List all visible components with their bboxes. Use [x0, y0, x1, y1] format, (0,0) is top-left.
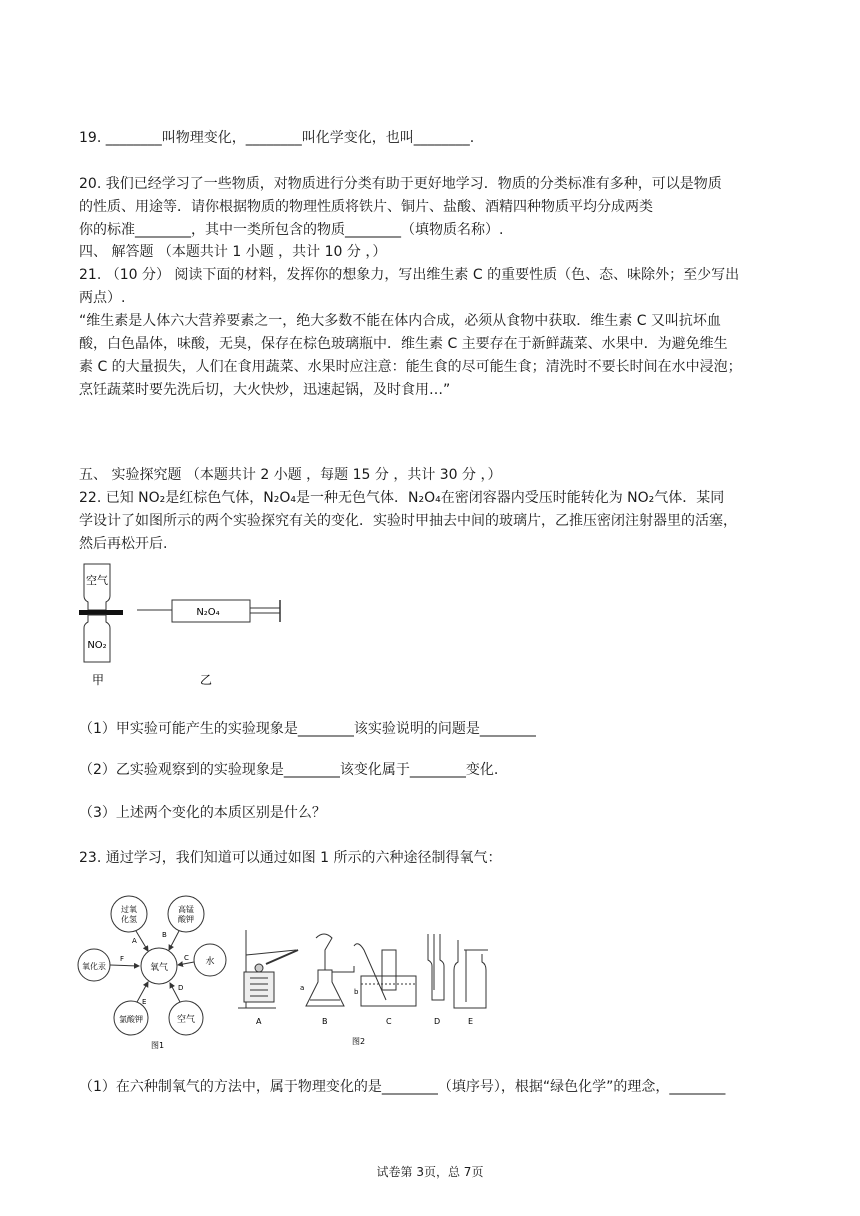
jar-top-label: 空气: [86, 574, 108, 587]
fig2-side-a: a: [300, 984, 305, 992]
q21-line3: “维生素是人体六大营养要素之一，绝大多数不能在体内合成，必须从食物中获取．维生素 C 又叫抗坏血: [79, 313, 721, 329]
apparatus-a: [238, 930, 298, 1008]
q22-line3: 然后再松开后.: [79, 536, 168, 552]
jar-top: [84, 564, 110, 610]
q23-line1: 23. 通过学习，我们知道可以通过如图 1 所示的六种途径制得氧气：: [79, 850, 502, 866]
jar-bottom: [84, 615, 110, 662]
fig1-node-hgo: 氧化汞: [82, 962, 106, 971]
fig1-node-air: 空气: [176, 1015, 196, 1025]
q20-line2: 的性质、用途等．请你根据物质的物理性质将铁片、铜片、盐酸、酒精四种物质平均分成两类: [79, 199, 653, 215]
q23-figure2: [236, 920, 496, 1050]
q21-line2: 两点）.: [79, 290, 126, 306]
apparatus-b: [306, 934, 354, 1006]
q22-sub2: （2）乙实验观察到的实验现象是________该变化属于________变化.: [79, 762, 499, 778]
q22-figure: [76, 560, 306, 690]
caption-yi: 乙: [199, 673, 213, 687]
fig2-label-b: B: [322, 1017, 328, 1026]
syringe: [137, 600, 280, 622]
fig2-label-a: A: [256, 1017, 262, 1026]
fig1-caption: 图1: [151, 1041, 165, 1050]
q21-line4: 酸，白色晶体，味酸，无臭，保存在棕色玻璃瓶中．维生素 C 主要存在于新鲜蔬菜、水果中．为避免维生: [79, 336, 728, 352]
fig1-center: 氧气: [149, 963, 169, 973]
syringe-label: N₂O₄: [196, 607, 220, 618]
jar-bottom-label: NO₂: [87, 640, 107, 651]
page-footer: 试卷第 3页，总 7页: [376, 1165, 484, 1179]
q21-line6: 烹饪蔬菜时要先洗后切，大火快炒，迅速起锅，及时食用…”: [79, 382, 451, 398]
fig1-node-kmno4-b: 酸钾: [178, 915, 194, 924]
q22-sub1: （1）甲实验可能产生的实验现象是________该实验说明的问题是________: [79, 721, 536, 737]
fig1-node-h2o2-b: 化氢: [121, 915, 137, 924]
section4-heading: 四、 解答题 （本题共计 1 小题 ，共计 10 分 ，）: [79, 244, 387, 260]
q22-line2: 学设计了如图所示的两个实验探究有关的变化．实验时甲抽去中间的玻璃片，乙推压密闭注射器里的活塞，: [79, 513, 737, 529]
q20-line3: 你的标准________，其中一类所包含的物质________（填物质名称）.: [79, 222, 504, 238]
q22-sub3: （3）上述两个变化的本质区别是什么？: [79, 805, 326, 821]
fig1-node-water: 水: [205, 957, 215, 967]
q20-line1: 20. 我们已经学习了一些物质，对物质进行分类有助于更好地学习．物质的分类标准有多种，可以是物质: [79, 176, 722, 192]
q19-text: 19. ________叫物理变化，________叫化学变化，也叫________.: [79, 130, 475, 146]
apparatus-c: [354, 944, 416, 1006]
apparatus-d: [428, 934, 444, 1000]
q21-line5: 素 C 的大量损失，人们在食用蔬菜、水果时应注意：能生食的尽可能生食；清洗时不要长时间在水中浸泡；: [79, 359, 742, 375]
section5-heading: 五、 实验探究题 （本题共计 2 小题 ，每题 15 分 ，共计 30 分 ，）: [79, 467, 502, 483]
fig1-arrow-c: C: [184, 954, 189, 962]
apparatus-e: [454, 940, 488, 1008]
fig1-arrow-e: E: [142, 998, 147, 1006]
fig1-node-h2o2: 过氧: [121, 905, 137, 914]
fig1-arrow-d: D: [178, 984, 184, 992]
q23-figure1: [76, 888, 246, 1053]
q21-line1: 21. （10 分） 阅读下面的材料，发挥你的想象力，写出维生素 C 的重要性质（色、态、味除外；至少写出: [79, 267, 740, 283]
caption-jia: 甲: [91, 673, 105, 687]
fig1-arrow-a: A: [132, 937, 137, 945]
fig2-side-b: b: [354, 988, 359, 996]
fig2-caption: 图2: [352, 1037, 366, 1046]
q23-sub1: （1）在六种制氧气的方法中，属于物理变化的是________（填序号），根据“绿色化学”的理念，________: [79, 1079, 726, 1095]
fig1-arrow-b: B: [162, 931, 167, 939]
fig2-label-c: C: [386, 1017, 392, 1026]
fig2-label-e: E: [468, 1017, 474, 1026]
fig1-node-kmno4: 高锰: [178, 905, 194, 914]
glass-plate: [79, 610, 123, 615]
fig2-label-d: D: [434, 1017, 441, 1026]
fig1-node-kclo3: 氯酸钾: [119, 1015, 143, 1024]
fig1-arrow-f: F: [120, 955, 125, 963]
q22-line1: 22. 已知 NO₂是红棕色气体，N₂O₄是一种无色气体．N₂O₄在密闭容器内受压时能转化为 NO₂气体．某同: [79, 490, 725, 506]
